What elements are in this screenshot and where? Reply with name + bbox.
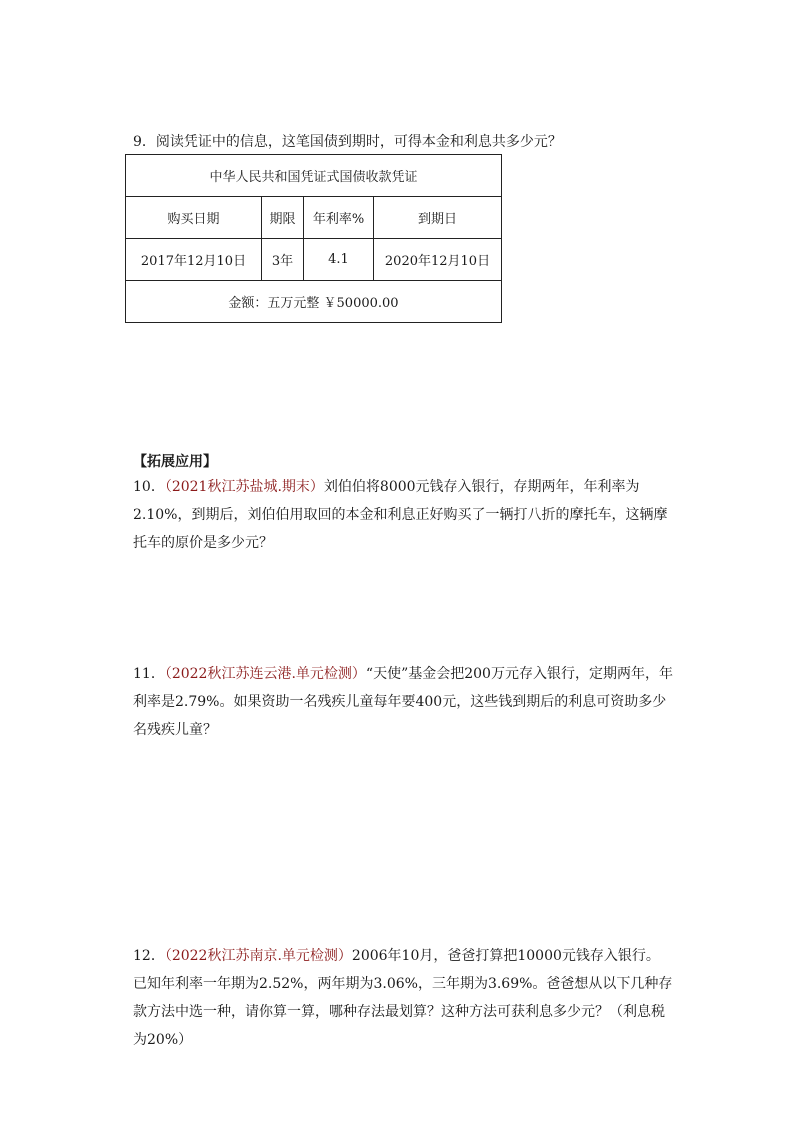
section-title: 【拓展应用】 <box>133 454 217 470</box>
question-10-source: （2021秋江苏盐城.期末） <box>164 479 324 495</box>
question-10-text: 刘伯伯将8000元钱存入银行，存期两年，年利率为2.10%，到期后，刘伯伯用取回的本金和利息正好购买了一辆打八折的摩托车，这辆摩托车的原价是多少元？ <box>133 479 668 551</box>
question-9-title: 9．阅读凭证中的信息，这笔国债到期时，可得本金和利息共多少元？ <box>133 134 562 150</box>
question-11-number: 11． <box>133 666 165 682</box>
question-10 <box>133 473 673 557</box>
voucher-amount: 金额：五万元整 ￥50000.00 <box>126 281 502 323</box>
value-maturity-date: 2020年12月10日 <box>374 239 502 281</box>
question-12-source: （2022秋江苏南京.单元检测） <box>164 948 352 964</box>
question-12-number: 12． <box>133 948 165 964</box>
voucher-title: 中华人民共和国凭证式国债收款凭证 <box>126 155 502 197</box>
bond-voucher-table <box>125 154 502 323</box>
question-12 <box>133 942 673 1054</box>
header-purchase-date: 购买日期 <box>126 197 262 239</box>
value-term: 3年 <box>262 239 304 281</box>
header-maturity-date: 到期日 <box>374 197 502 239</box>
question-11-source: （2022秋江苏连云港.单元检测） <box>164 666 366 682</box>
question-12-text: 2006年10月，爸爸打算把10000元钱存入银行。已知年利率一年期为2.52%，两年期为3.06%，三年期为3.69%。爸爸想从以下几种存款方法中选一种，请你算一算，哪种存法最划算？这种方法可获利息多少元？（利息税为20%） <box>133 948 673 1048</box>
question-10-number: 10． <box>133 479 165 495</box>
header-term: 期限 <box>262 197 304 239</box>
question-11-text: “天使”基金会把200万元存入银行，定期两年，年利率是2.79%。如果资助一名残疾儿童每年要400元，这些钱到期后的利息可资助多少名残疾儿童？ <box>133 666 673 738</box>
header-rate: 年利率% <box>304 197 374 239</box>
question-11 <box>133 660 673 744</box>
value-purchase-date: 2017年12月10日 <box>126 239 262 281</box>
value-rate: 4.1 <box>304 239 374 281</box>
